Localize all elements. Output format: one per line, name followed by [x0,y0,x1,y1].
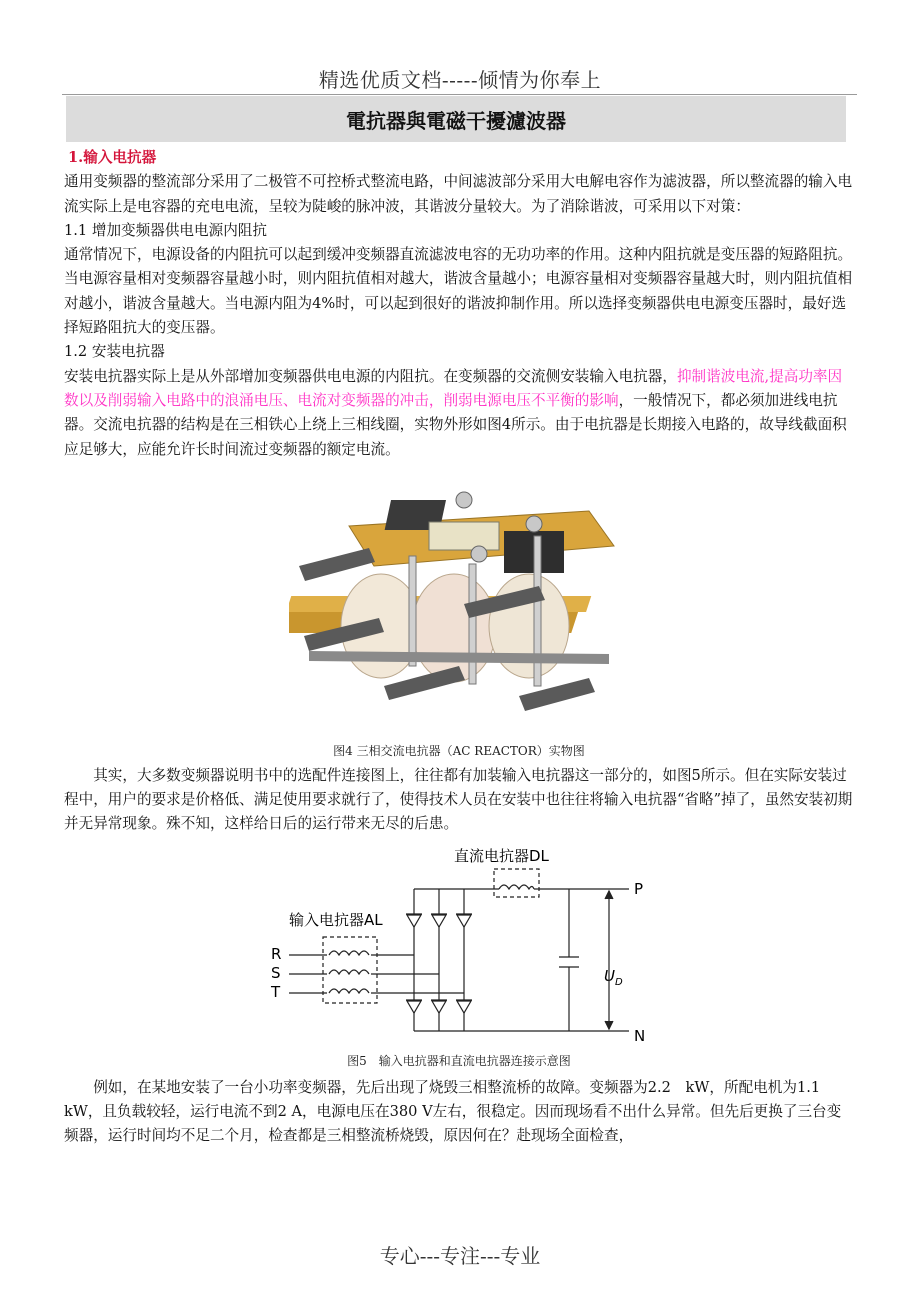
figure-4 [64,486,854,760]
section-1-2-heading: 1.2 安装电抗器 [64,343,165,361]
section-1-heading: 1.输入电抗器 [68,149,157,166]
terminal-n-label: N [634,1026,646,1045]
page-footer: 专心---专注---专业 [379,1244,541,1268]
paragraph: 通用变频器的整流部分采用了二极管不可控桥式整流电路，中间滤波部分采用大电解电容作为滤波器，所以整流器的输入电流实际上是电容器的充电电流，呈较为陡峻的脉冲波，其谐波分量较大。为了消除谐波，可采用以下对策： [64,173,853,215]
paragraph [64,365,854,462]
title-band [66,96,846,142]
figure-5-caption: 图5 输入电抗器和直流电抗器连接示意图 [347,1053,571,1068]
voltage-subscript: D [614,976,623,988]
highlighted-text: 抑制谐波电流,提高功率因数以及削弱输入电路中的浪涌电压、电流对变频器的冲击，削弱电源电压不平衡的影响 [64,367,843,409]
document-body [64,146,854,1149]
text-run: 安装电抗器实际上是从外部增加变频器供电电源的内阻抗。在变频器的交流侧安装输入电抗器， [64,367,677,385]
text-run: ，一般情况下，都必须加进线电抗器。交流电抗器的结构是在三相铁心上绕上三相线圈，实物外形如图4所示。由于电抗器是长期接入电路的，故导线截面积应足够大，应能允许长时间流过变频器的额定电流。 [64,391,847,458]
dc-reactor-label: 直流电抗器DL [454,846,549,865]
phase-s-label: S [271,963,281,982]
header-rule [62,94,857,95]
paragraph: 通常情况下，电源设备的内阻抗可以起到缓冲变频器直流滤波电容的无功功率的作用。这种内阻抗就是变压器的短路阻抗。当电源容量相对变频器容量越小时，则内阻抗值相对越大，谐波含量越小；电源容量相对变频器容量越大时，则内阻抗值相对越小，谐波含量越大。当电源内阻为4%时，可以起到很好的谐波抑制作用。所以选择变频器供电电源变压器时，最好选择短路阻抗大的变压器。 [64,246,853,337]
section-1-1-heading: 1.1 增加变频器供电电源内阻抗 [64,221,267,239]
phase-t-label: T [271,982,281,1001]
voltage-symbol: U [604,966,615,985]
input-reactor-label: 输入电抗器AL [289,910,383,929]
paragraph: 其实，大多数变频器说明书中的选配件连接图上，往往都有加装输入电抗器这一部分的，如图5所示。但在实际安装过程中，用户的要求是价格低、满足使用要求就行了，使得技术人员在安装中也往往将输入电抗器“省略”掉了，虽然安装初期并无异常现象。殊不知，这样给日后的运行带来无尽的后患。 [64,766,853,833]
reactor-connection-diagram [249,841,669,1046]
page-header: 精选优质文档-----倾情为你奉上 [318,68,602,92]
paragraph: 例如，在某地安装了一台小功率变频器，先后出现了烧毁三相整流桥的故障。变频器为2.2 kW，所配电机为1.1 kW，且负载较轻，运行电流不到2 A，电源电压在380 V左右，很稳定。因而现场看不出什么异常。但先后更换了三台变频器，运行时间均不足二个月，检查都是三相整流桥烧毁，原因何在？赴现场全面检查， [64,1078,842,1145]
ac-reactor-photo [289,486,629,736]
figure-5 [64,841,854,1070]
phase-r-label: R [271,944,282,963]
figure-4-caption: 图4 三相交流电抗器（AC REACTOR）实物图 [333,743,585,758]
voltage-label [604,967,623,988]
document-title: 電抗器與電磁干擾濾波器 [346,108,566,133]
terminal-p-label: P [634,879,644,898]
